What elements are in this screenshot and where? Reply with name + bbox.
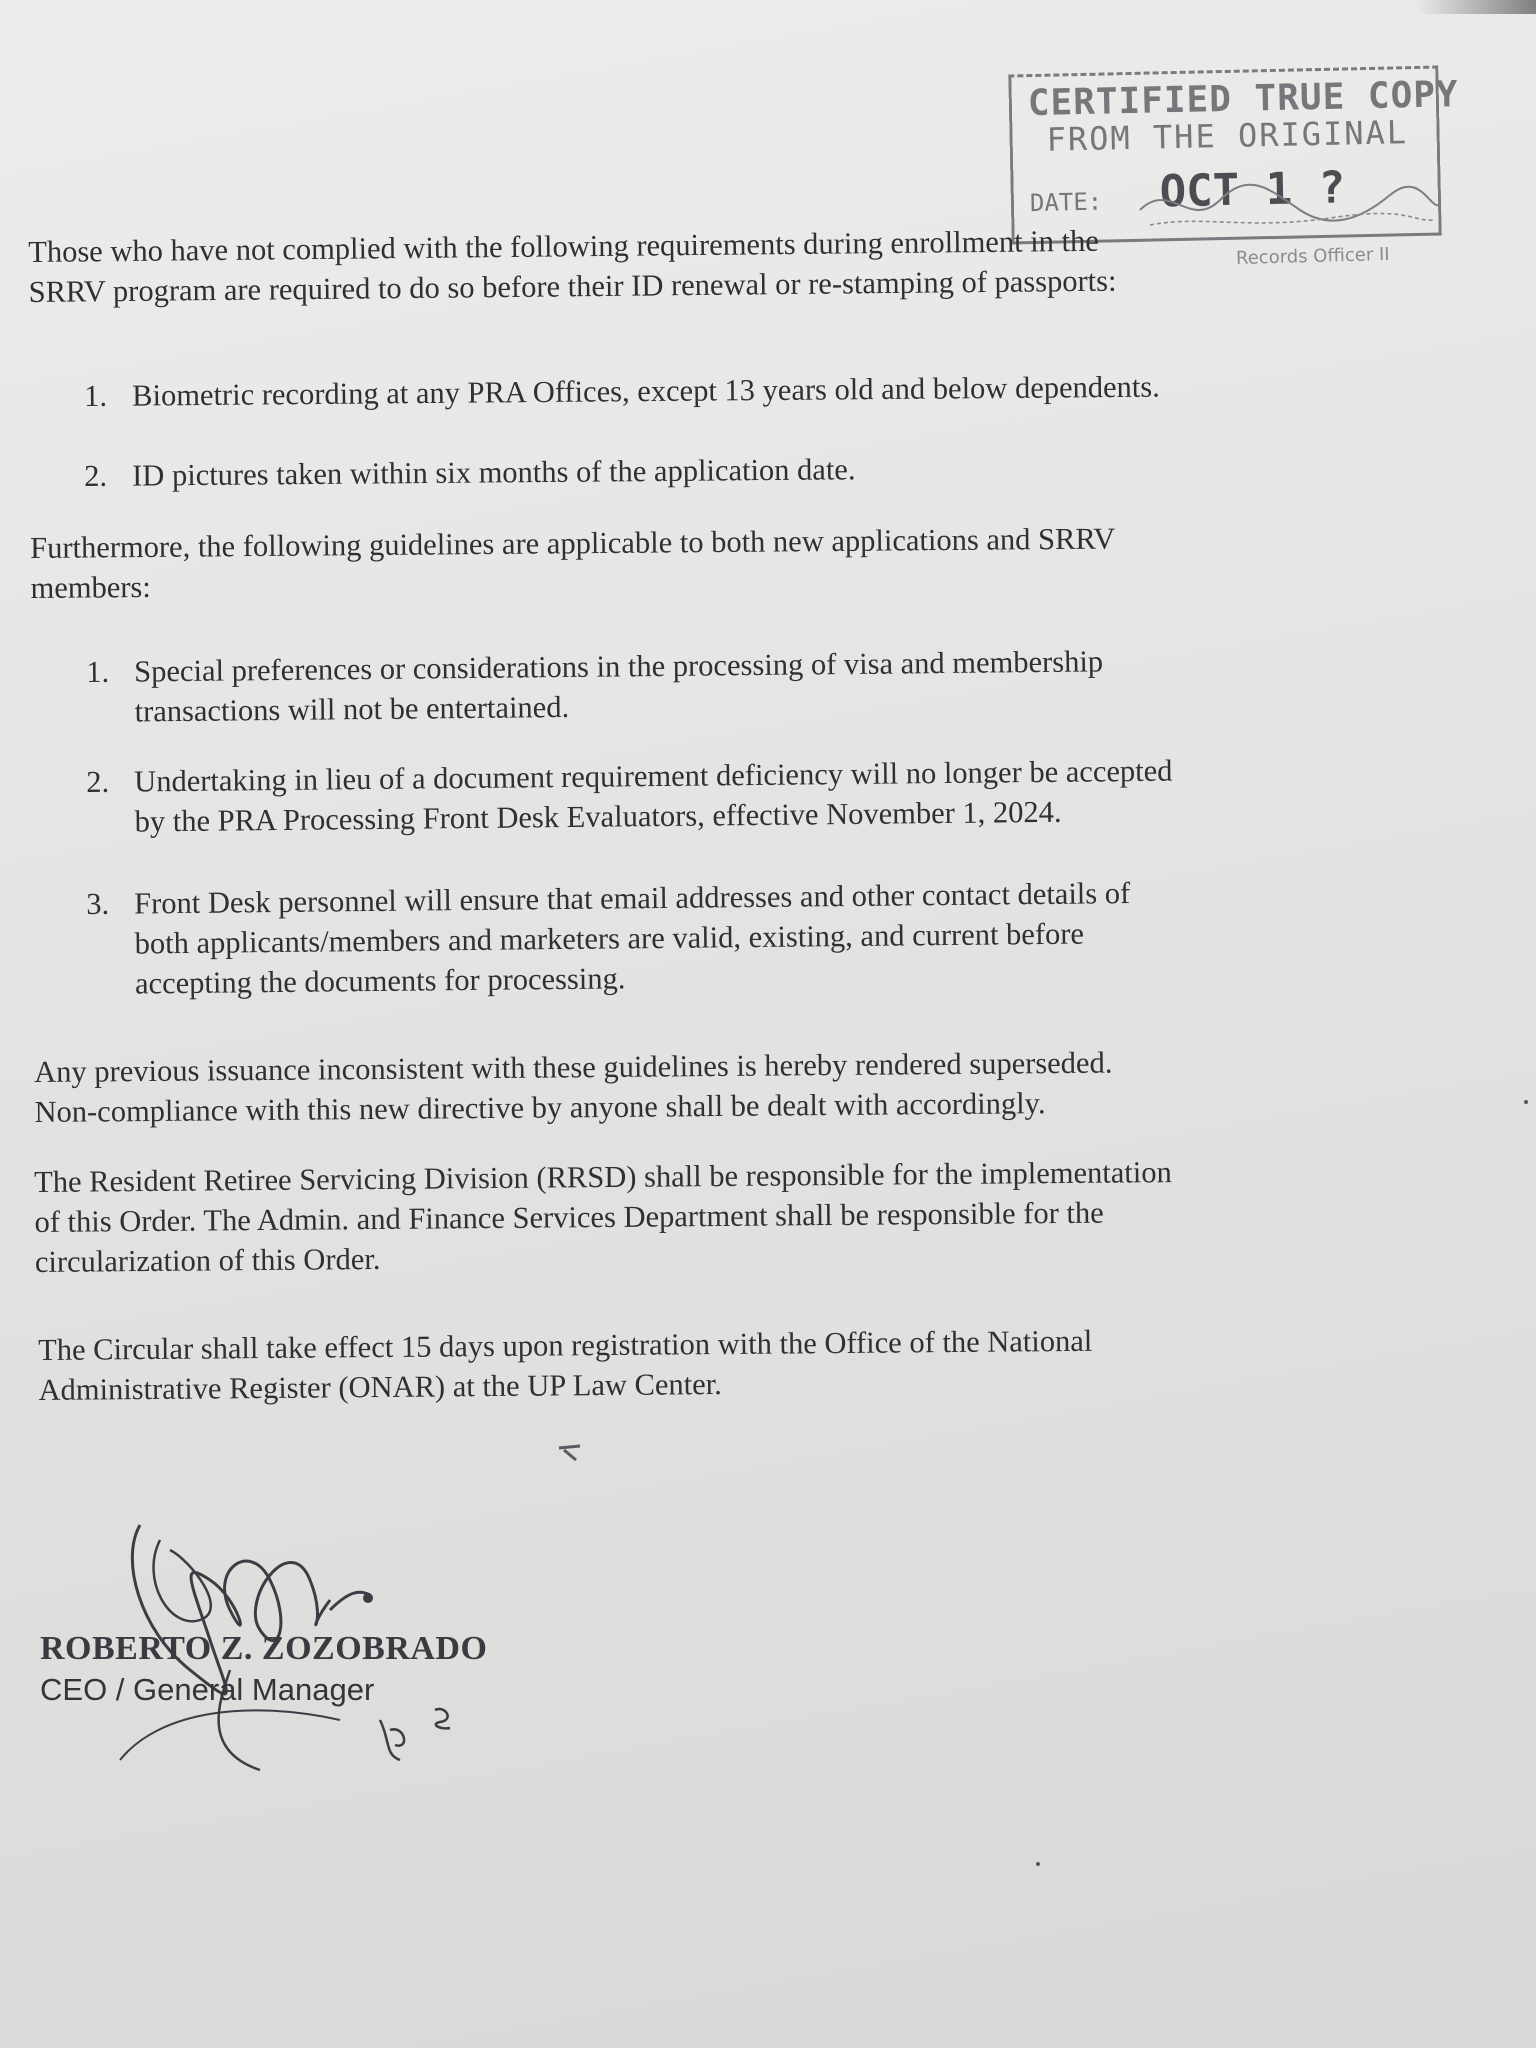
guideline-line: both applicants/members and marketers are valid, existing, and current before xyxy=(134,916,1085,961)
effectivity-line: Administrative Register (ONAR) at the UP Law Center. xyxy=(38,1367,722,1407)
guideline-line: Undertaking in lieu of a document requirement deficiency will no longer be accepted xyxy=(134,753,1173,799)
list-number: 3. xyxy=(86,886,110,921)
stamp-line-1: CERTIFIED TRUE COPY xyxy=(1027,74,1460,125)
intro-line: Those who have not complied with the following requirements during enrollment in the xyxy=(28,223,1100,269)
intro-paragraph xyxy=(28,221,1117,312)
supersede-paragraph xyxy=(34,1043,1113,1132)
requirement-item-1 xyxy=(84,367,1160,416)
furthermore-paragraph xyxy=(30,519,1116,608)
requirement-item-2 xyxy=(84,449,856,496)
intro-line: SRRV program are required to do so before their ID renewal or re-stamping of passports: xyxy=(28,263,1117,309)
stamp-line-2: FROM THE ORIGINAL xyxy=(1046,113,1409,159)
paper-speck xyxy=(1524,1100,1528,1104)
guideline-item-3 xyxy=(86,873,1131,1004)
list-number: 1. xyxy=(86,654,110,689)
guideline-line: by the PRA Processing Front Desk Evaluators, effective November 1, 2024. xyxy=(134,794,1062,839)
effectivity-line: The Circular shall take effect 15 days upon registration with the Office of the National xyxy=(38,1323,1093,1367)
responsibility-line: circularization of this Order. xyxy=(34,1241,381,1279)
guideline-item-2 xyxy=(86,751,1173,842)
stamp-date-value: OCT 1 ? xyxy=(1159,162,1346,218)
responsibility-line: The Resident Retiree Servicing Division (RRSD) shall be responsible for the implementation xyxy=(34,1155,1172,1199)
signature-block xyxy=(30,1520,550,1780)
signatory-title: CEO / General Manager xyxy=(40,1672,375,1707)
furthermore-line: members: xyxy=(30,569,151,605)
stamp-officer-label: Records Officer II xyxy=(1235,243,1390,270)
guideline-item-1 xyxy=(86,641,1104,732)
supersede-line: Any previous issuance inconsistent with these guidelines is hereby rendered superseded. xyxy=(34,1045,1113,1089)
furthermore-line: Furthermore, the following guidelines are applicable to both new applications and SRRV xyxy=(30,521,1116,565)
requirement-text: ID pictures taken within six months of the application date. xyxy=(132,452,856,493)
stamp-date-label: DATE: xyxy=(1029,187,1103,218)
list-number: 1. xyxy=(84,378,108,413)
list-number: 2. xyxy=(86,764,110,799)
stray-pen-mark xyxy=(556,1442,586,1466)
page-corner-shadow xyxy=(1416,0,1536,14)
guideline-line: accepting the documents for processing. xyxy=(134,961,626,1001)
list-number: 2. xyxy=(84,458,108,493)
stamp-initial-scribble xyxy=(1130,170,1450,240)
initials-scribble xyxy=(370,1700,470,1770)
signatory-name: ROBERTO Z. ZOZOBRADO xyxy=(40,1630,488,1667)
supersede-line: Non-compliance with this new directive by anyone shall be dealt with accordingly. xyxy=(34,1086,1046,1129)
paper-speck xyxy=(1036,1862,1040,1866)
guideline-line: Special preferences or considerations in the processing of visa and membership xyxy=(134,644,1104,689)
requirement-text: Biometric recording at any PRA Offices, except 13 years old and below dependents. xyxy=(132,369,1160,413)
responsibility-paragraph xyxy=(34,1152,1173,1282)
responsibility-line: of this Order. The Admin. and Finance Services Department shall be responsible for the xyxy=(34,1195,1104,1239)
guideline-line: transactions will not be entertained. xyxy=(134,689,570,729)
guideline-line: Front Desk personnel will ensure that email addresses and other contact details of xyxy=(134,876,1131,921)
effectivity-paragraph xyxy=(38,1321,1093,1410)
